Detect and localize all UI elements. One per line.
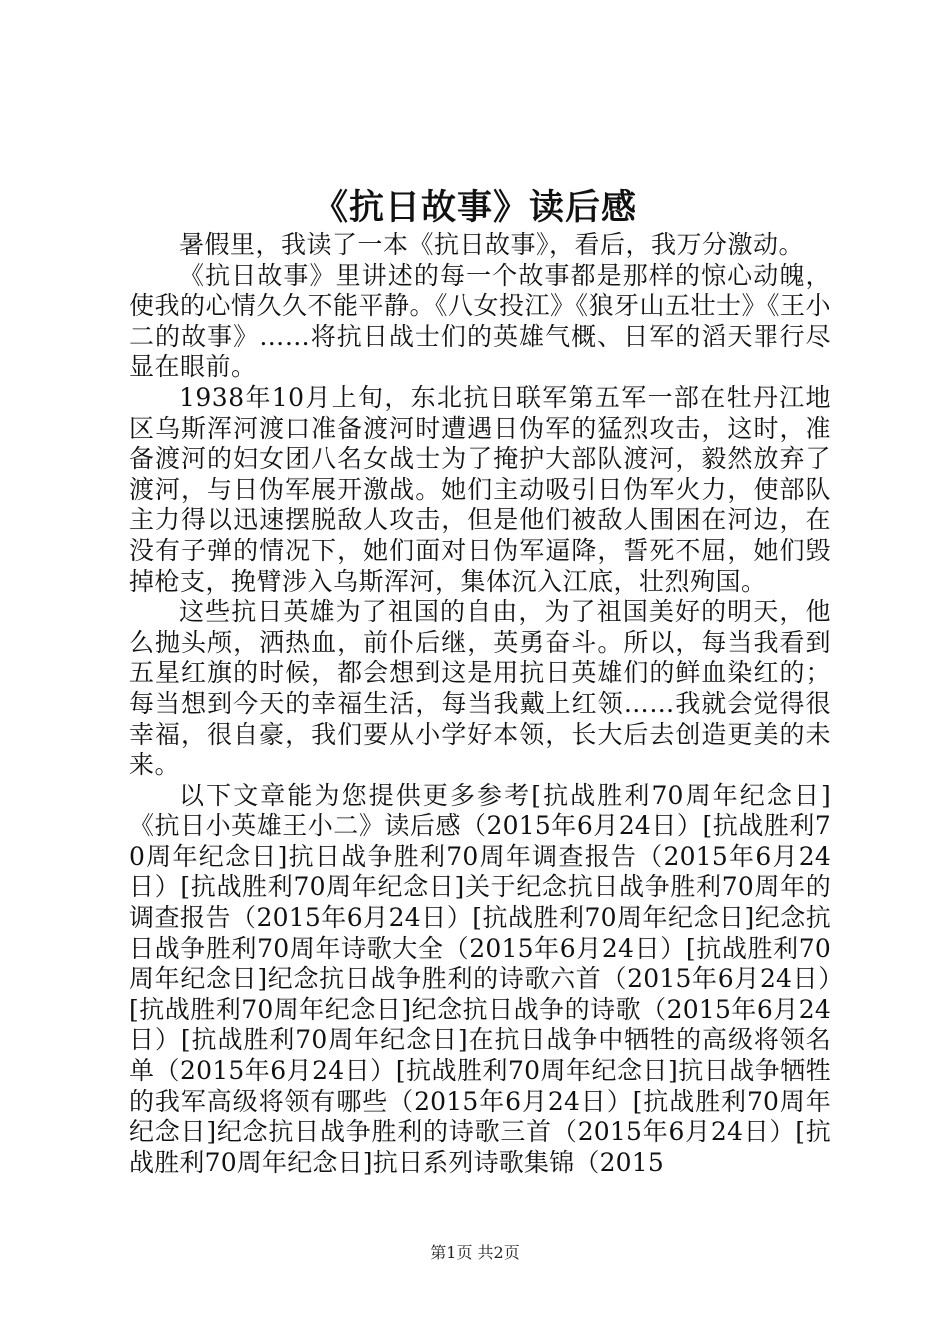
paragraph-eight-women: 1938年10月上旬，东北抗日联军第五军一部在牡丹江地区乌斯浑河渡口准备渡河时遭遇日伪军的猛烈攻击，这时，准备渡河的妇女团八名女战士为了掩护大部队渡河，毅然放弃了渡河，与日伪军展开激战。她们主动吸引日伪军火力，使部队主力得以迅速摆脱敌人攻击，但是他们被敌人围困在河边，在没有子弹的情况下，她们面对日伪军逼降，誓死不屈，她们毁掉枪支，挽臂涉入乌斯浑河，集体沉入江底，壮烈殉国。 <box>129 382 831 596</box>
document-title: 《抗日故事》读后感 <box>312 187 637 228</box>
paragraph-intro: 暑假里，我读了一本《抗日故事》，看后，我万分激动。 <box>179 230 805 259</box>
page-number-footer: 第1页 共2页 <box>430 1243 520 1262</box>
paragraph-stories: 《抗日故事》里讲述的每一个故事都是那样的惊心动魄，使我的心情久久不能平静。《八女投江》《狼牙山五壮士》《王小二的故事》……将抗日战士们的英雄气概、日军的滔天罪行尽显在眼前。 <box>129 260 832 382</box>
paragraph-related-articles: 以下文章能为您提供更多参考[抗战胜利70周年纪念日]《抗日小英雄王小二》读后感（2015年6月24日）[抗战胜利70周年纪念日]抗日战争胜利70周年调查报告（2015年6月24日）[抗战胜利70周年纪念日]关于纪念抗日战争胜利70周年的调查报告（2015年6月24日）[抗战胜利70周年纪念日]纪念抗日战争胜利70周年诗歌大全（2015年6月24日）[抗战胜利70周年纪念日]纪念抗日战争胜利的诗歌六首（2015年6月24日）[抗战胜利70周年纪念日]纪念抗日战争的诗歌（2015年6月24日）[抗战胜利70周年纪念日]在抗日战争中牺牲的高级将领名单（2015年6月24日）[抗战胜利70周年纪念日]抗日战争牺牲的我军高级将领有哪些（2015年6月24日）[抗战胜利70周年纪念日]纪念抗日战争胜利的诗歌三首（2015年6月24日）[抗战胜利70周年纪念日]抗日系列诗歌集锦（2015 <box>129 780 831 1177</box>
paragraph-reflection: 这些抗日英雄为了祖国的自由，为了祖国美好的明天，他么抛头颅，洒热血，前仆后继，英勇奋斗。所以，每当我看到五星红旗的时候，都会想到这是用抗日英雄们的鲜血染红的；每当想到今天的幸福生活，每当我戴上红领……我就会觉得很幸福，很自豪，我们要从小学好本领，长大后去创造更美的未来。 <box>129 597 831 780</box>
document-body <box>129 230 831 1178</box>
